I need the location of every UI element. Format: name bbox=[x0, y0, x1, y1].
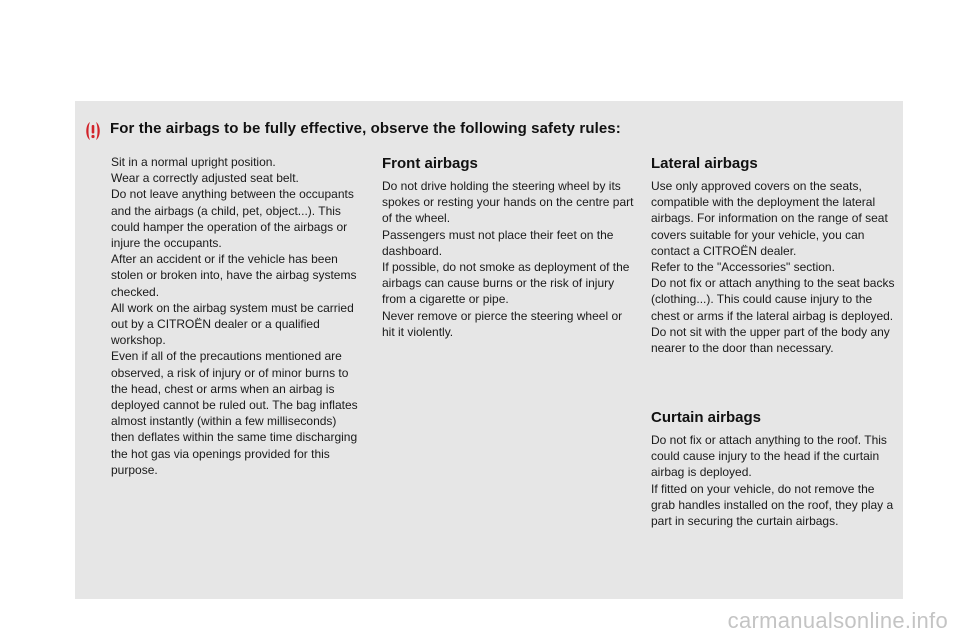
lateral-airbags-line: Use only approved covers on the seats, compatible with the deployment the lateral airbags. For information on the range of seat covers suitable for your vehicle, you can contact a CITROËN dealer. bbox=[651, 179, 888, 258]
airbag-warning-icon bbox=[83, 121, 103, 141]
lateral-airbags-text bbox=[651, 178, 901, 356]
general-line: All work on the airbag system must be carried out by a CITROËN dealer or a qualified workshop. bbox=[111, 300, 354, 348]
curtain-airbags-text bbox=[651, 432, 901, 529]
lateral-airbags-line: Do not sit with the upper part of the body any nearer to the door than necessary. bbox=[651, 324, 890, 356]
lateral-airbags-line: Refer to the "Accessories" section. bbox=[651, 260, 835, 275]
front-airbags-line: Passengers must not place their feet on the dashboard. bbox=[382, 227, 614, 258]
curtain-airbags-title: Curtain airbags bbox=[651, 409, 762, 426]
curtain-airbags-line: Do not fix or attach anything to the roof. This could cause injury to the head if the curtain airbag is deployed. bbox=[651, 433, 887, 480]
site-watermark: carmanualsonline.info bbox=[727, 608, 948, 633]
general-line: Do not leave anything between the occupants and the airbags (a child, pet, object...). This could hamper the operation of the airbags or injure the occupants. bbox=[111, 187, 354, 251]
front-airbags-line: Never remove or pierce the steering wheel or hit it violently. bbox=[382, 308, 623, 339]
curtain-airbags-line: If fitted on your vehicle, do not remove the grab handles installed on the roof, they play a part in securing the curtain airbags. bbox=[651, 481, 894, 529]
front-airbags-line: If possible, do not smoke as deployment of the airbags can cause burns or the risk of injury from a cigarette or pipe. bbox=[382, 260, 630, 307]
general-line: After an accident or if the vehicle has been stolen or broken into, have the airbag systems checked. bbox=[111, 252, 357, 299]
lateral-airbags-title: Lateral airbags bbox=[651, 155, 758, 172]
front-airbags-title: Front airbags bbox=[382, 155, 478, 172]
general-line: Wear a correctly adjusted seat belt. bbox=[111, 171, 299, 186]
safety-rules-heading: For the airbags to be fully effective, observe the following safety rules: bbox=[110, 120, 621, 137]
front-airbags-text bbox=[382, 178, 634, 340]
front-airbags-line: Do not drive holding the steering wheel by its spokes or resting your hands on the centre part of the wheel. bbox=[382, 179, 634, 226]
general-precautions bbox=[111, 154, 361, 478]
general-line: Even if all of the precautions mentioned are observed, a risk of injury or of minor burns to the head, chest or arms when an airbag is deployed cannot be ruled out. The bag inflates almost instantly (within a few milliseconds) then deflates within the same time discharging the hot gas via openings provided for this purpose. bbox=[111, 349, 358, 477]
lateral-airbags-line: Do not fix or attach anything to the seat backs (clothing...). This could cause injury to the chest or arms if the lateral airbag is deployed. bbox=[651, 276, 895, 323]
general-line: Sit in a normal upright position. bbox=[111, 155, 276, 169]
